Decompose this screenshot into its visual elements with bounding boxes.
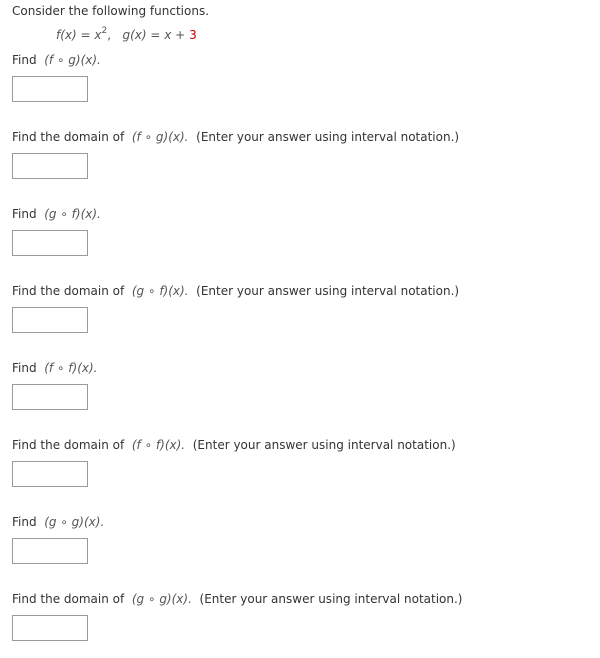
- composition-expression: (g ∘ g)(x).: [44, 515, 105, 529]
- composition-expression: (f ∘ f)(x).: [44, 361, 98, 375]
- composition-expression: (f ∘ f)(x).: [131, 438, 186, 452]
- composition-expression: (f ∘ g)(x).: [131, 130, 189, 144]
- composition-expression: (g ∘ f)(x).: [44, 207, 101, 221]
- question-gof: [12, 206, 101, 222]
- question-domain-fof: [12, 437, 456, 453]
- question-prefix: Find the domain of: [12, 130, 125, 144]
- question-prefix: Find: [12, 361, 37, 375]
- answer-input-gog[interactable]: [13, 539, 87, 563]
- answer-box-domain-fog[interactable]: [12, 153, 88, 179]
- answer-input-fof[interactable]: [13, 385, 87, 409]
- question-prefix: Find the domain of: [12, 284, 125, 298]
- answer-input-gof[interactable]: [13, 231, 87, 255]
- g-definition: g(x) = x +: [122, 28, 190, 42]
- answer-input-domain-fog[interactable]: [13, 154, 87, 178]
- definition-separator: ,: [107, 28, 112, 42]
- question-instruction: (Enter your answer using interval notation.): [196, 130, 460, 144]
- question-domain-gog: [12, 591, 463, 607]
- composition-expression: (f ∘ g)(x).: [44, 53, 101, 67]
- question-instruction: (Enter your answer using interval notation.): [199, 592, 463, 606]
- function-definitions: [56, 27, 197, 43]
- composition-expression: (g ∘ f)(x).: [131, 284, 189, 298]
- question-fog: [12, 52, 101, 68]
- question-prefix: Find: [12, 53, 37, 67]
- question-prefix: Find the domain of: [12, 592, 125, 606]
- answer-box-domain-gog[interactable]: [12, 615, 88, 641]
- answer-box-domain-fof[interactable]: [12, 461, 88, 487]
- question-prefix: Find: [12, 515, 37, 529]
- answer-box-domain-gof[interactable]: [12, 307, 88, 333]
- question-domain-fog: [12, 129, 459, 145]
- f-definition: f(x) = x: [56, 28, 102, 42]
- answer-box-fof[interactable]: [12, 384, 88, 410]
- g-constant: 3: [189, 28, 197, 42]
- answer-input-fog[interactable]: [13, 77, 87, 101]
- answer-box-gof[interactable]: [12, 230, 88, 256]
- question-instruction: (Enter your answer using interval notation.): [192, 438, 456, 452]
- answer-input-domain-gof[interactable]: [13, 308, 87, 332]
- question-fof: [12, 360, 97, 376]
- question-instruction: (Enter your answer using interval notation.): [196, 284, 460, 298]
- composition-expression: (g ∘ g)(x).: [131, 592, 192, 606]
- question-gog: [12, 514, 104, 530]
- answer-box-fog[interactable]: [12, 76, 88, 102]
- question-prefix: Find: [12, 207, 37, 221]
- answer-input-domain-fof[interactable]: [13, 462, 87, 486]
- f-exponent: 2: [101, 26, 108, 36]
- question-prefix: Find the domain of: [12, 438, 125, 452]
- question-domain-gof: [12, 283, 459, 299]
- answer-box-gog[interactable]: [12, 538, 88, 564]
- answer-input-domain-gog[interactable]: [13, 616, 87, 640]
- problem-intro: Consider the following functions.: [12, 4, 210, 18]
